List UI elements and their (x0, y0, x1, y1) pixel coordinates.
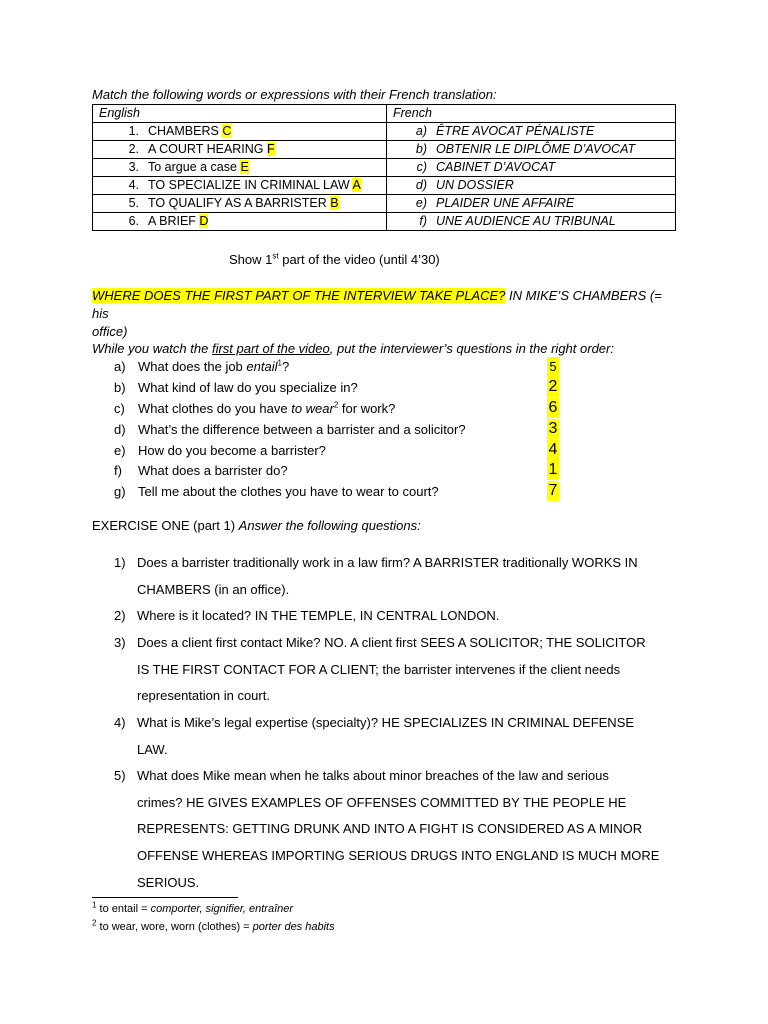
where-question-block (92, 287, 682, 341)
exercise-item: 1) Does a barrister traditionally work in a law firm? A BARRISTER traditionally WORKS IN CHAMBERS (in an office). (114, 555, 638, 597)
french-term: UN DOSSIER (436, 178, 514, 192)
list-item: f) What does a barrister do? (114, 463, 288, 478)
order-answer: 3 (548, 420, 558, 437)
order-answer: 1 (548, 461, 558, 478)
header-english: English (93, 105, 387, 123)
exercise-item: 5) What does Mike mean when he talks about minor breaches of the law and serious crimes? HE GIVES EXAMPLES OF OFFENSES COMMITTED BY THE PEOPLE HE REPRESENTS: GETTING DRUNK AND INTO A FIGHT IS CONSIDERED AS A MINOR OFFENSE WHEREAS IMPORTING SERIOUS DRUGS INTO ENGLAND IS MUCH MORE SERIOUS. (114, 768, 660, 890)
where-answer-line2: office) (92, 324, 128, 339)
french-letter: e) (415, 196, 427, 210)
order-answer: 5 (547, 357, 559, 377)
list-item: e) How do you become a barrister? (114, 443, 326, 458)
french-letter: d) (415, 178, 427, 192)
header-french: French (387, 105, 676, 123)
table-row (93, 123, 676, 141)
english-term: TO QUALIFY AS A BARRISTER (148, 196, 327, 210)
exercise-item: 4) What is Mike’s legal expertise (specialty)? HE SPECIALIZES IN CRIMINAL DEFENSE LAW. (114, 715, 635, 757)
table-row (93, 177, 676, 195)
row-number: 4. (128, 178, 139, 192)
list-item: b) What kind of law do you specialize in? (114, 380, 358, 395)
while-instruction: While you watch the first part of the video, put the interviewer’s questions in the right order: (92, 341, 614, 356)
english-term: TO SPECIALIZE IN CRIMINAL LAW (148, 178, 350, 192)
list-item: g) Tell me about the clothes you have to wear to court? (114, 484, 439, 499)
french-letter: b) (415, 142, 427, 156)
match-table (92, 104, 676, 231)
video-part-underlined: first part of the video (211, 341, 330, 356)
order-answer: 2 (548, 378, 558, 395)
answer-highlight: B (330, 196, 339, 210)
table-header-row (93, 105, 676, 123)
french-term: CABINET D’AVOCAT (436, 160, 556, 174)
footnote-divider (92, 897, 238, 898)
row-number: 1. (128, 124, 139, 138)
order-answer: 4 (548, 441, 558, 458)
answer-highlight: C (222, 124, 232, 138)
order-answer: 7 (548, 482, 558, 499)
row-number: 6. (128, 214, 139, 228)
table-row (93, 213, 676, 231)
english-term: To argue a case (148, 160, 237, 174)
french-term: PLAIDER UNE AFFAIRE (436, 196, 575, 210)
row-number: 2. (128, 142, 139, 156)
french-term: ÊTRE AVOCAT PÉNALISTE (436, 124, 595, 138)
answer-highlight: F (267, 142, 275, 156)
french-term: UNE AUDIENCE AU TRIBUNAL (436, 214, 616, 228)
english-term: CHAMBERS (148, 124, 219, 138)
english-term: A BRIEF (148, 214, 196, 228)
table-row (93, 195, 676, 213)
table-row (93, 141, 676, 159)
french-letter: f) (419, 214, 427, 228)
answer-highlight: A (352, 178, 361, 192)
french-term: OBTENIR LE DIPLÔME D’AVOCAT (436, 142, 636, 156)
french-letter: c) (416, 160, 427, 174)
match-instruction: Match the following words or expressions with their French translation: (92, 87, 497, 102)
exercise-heading: EXERCISE ONE (part 1) Answer the following questions: (92, 518, 421, 533)
list-item: c) What clothes do you have to wear$^2$ for work? (114, 400, 396, 416)
answer-highlight: D (199, 214, 209, 228)
row-number: 3. (128, 160, 139, 174)
order-answer: 6 (548, 399, 558, 416)
exercise-item: 2) Where is it located? IN THE TEMPLE, IN CENTRAL LONDON. (114, 608, 500, 623)
table-row (93, 159, 676, 177)
answer-highlight: E (240, 160, 249, 174)
show-video-line: Show 1st part of the video (until 4’30) (229, 251, 440, 267)
where-answer: IN MIKE’S CHAMBERS (= his (92, 288, 662, 321)
list-item: d) What’s the difference between a barrister and a solicitor? (114, 422, 466, 437)
french-letter: a) (415, 124, 427, 138)
list-item: a) What does the job entail$^1$? (114, 358, 290, 374)
row-number: 5. (128, 196, 139, 210)
english-term: A COURT HEARING (148, 142, 264, 156)
footnote: $^1$ to entail = comporter, signifier, entraîner (92, 900, 294, 915)
where-question: WHERE DOES THE FIRST PART OF THE INTERVIEW TAKE PLACE? (92, 288, 506, 303)
footnote: $^2$ to wear, wore, worn (clothes) = porter des habits (92, 918, 335, 933)
exercise-item: 3) Does a client first contact Mike? NO. A client first SEES A SOLICITOR; THE SOLICITOR IS THE FIRST CONTACT FOR A CLIENT; the barrister intervenes if the client needs representation in court. (114, 635, 646, 704)
